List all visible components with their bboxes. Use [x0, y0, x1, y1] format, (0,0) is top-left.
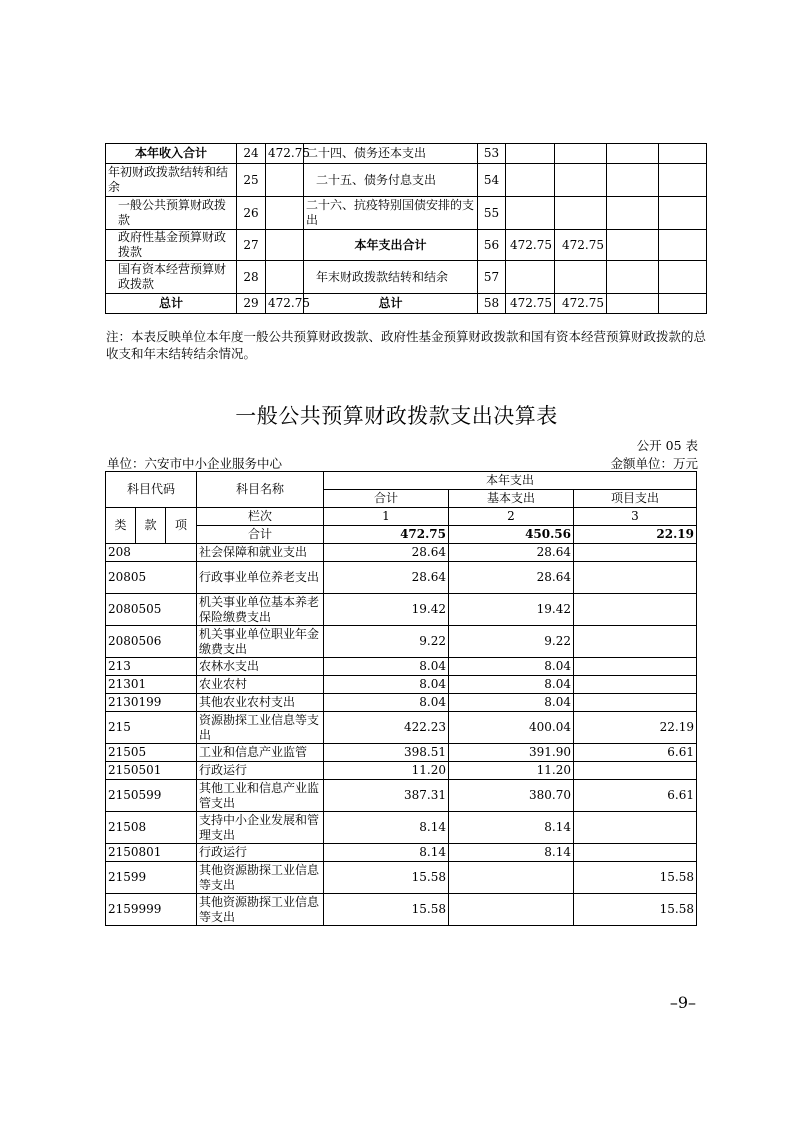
table-row — [106, 862, 697, 894]
project-cell: 15.58 — [574, 862, 697, 894]
subject-name: 行政事业单位养老支出 — [197, 562, 324, 594]
value-cell — [506, 197, 555, 230]
basic-cell: 28.64 — [449, 562, 574, 594]
subject-name: 社会保障和就业支出 — [197, 544, 324, 562]
table-row — [106, 712, 697, 744]
total-cell: 15.58 — [324, 862, 449, 894]
subject-code: 21508 — [106, 812, 197, 844]
table-row — [106, 812, 697, 844]
row-number: 24 — [237, 144, 266, 164]
subject-name: 其他资源勘探工业信息等支出 — [197, 894, 324, 926]
project-cell — [574, 694, 697, 712]
basic-cell: 400.04 — [449, 712, 574, 744]
column-number: 2 — [449, 508, 574, 526]
subject-name: 工业和信息产业监管 — [197, 744, 324, 762]
project-cell — [574, 626, 697, 658]
money-unit-label: 金额单位：万元 — [610, 456, 698, 471]
subject-code: 2159999 — [106, 894, 197, 926]
row-amount: 472.75 — [266, 144, 304, 164]
subject-name: 行政运行 — [197, 844, 324, 862]
project-cell — [574, 844, 697, 862]
total-cell: 422.23 — [324, 712, 449, 744]
expense-number: 57 — [478, 261, 506, 294]
subject-name: 支持中小企业发展和管理支出 — [197, 812, 324, 844]
row-label: 一般公共预算财政拨款 — [106, 197, 237, 230]
value-cell — [659, 294, 707, 314]
total-cell: 8.14 — [324, 844, 449, 862]
subject-code: 21505 — [106, 744, 197, 762]
table-row — [106, 894, 697, 926]
project-cell — [574, 658, 697, 676]
header-basic: 基本支出 — [449, 490, 574, 508]
expense-label: 二十四、债务还本支出 — [304, 144, 478, 164]
basic-cell — [449, 862, 574, 894]
value-cell: 472.75 — [555, 230, 607, 261]
subject-code: 2080505 — [106, 594, 197, 626]
value-cell — [607, 197, 659, 230]
page-title: 一般公共预算财政拨款支出决算表 — [235, 404, 558, 428]
header-code: 科目代码 — [106, 472, 197, 508]
subject-name: 机关事业单位基本养老保险缴费支出 — [197, 594, 324, 626]
project-cell — [574, 562, 697, 594]
total-cell: 15.58 — [324, 894, 449, 926]
basic-cell — [449, 894, 574, 926]
value-cell — [607, 294, 659, 314]
row-amount — [266, 230, 304, 261]
subject-code: 21301 — [106, 676, 197, 694]
basic-cell: 8.04 — [449, 694, 574, 712]
project-cell: 6.61 — [574, 744, 697, 762]
table-row — [106, 164, 707, 197]
table-row — [106, 780, 697, 812]
value-cell — [659, 144, 707, 164]
total-cell: 8.04 — [324, 694, 449, 712]
subject-code: 20805 — [106, 562, 197, 594]
table-row — [106, 676, 697, 694]
sum-project: 22.19 — [574, 526, 697, 544]
expense-label: 二十五、债务付息支出 — [304, 164, 478, 197]
row-amount: 472.75 — [266, 294, 304, 314]
basic-cell: 9.22 — [449, 626, 574, 658]
table-row — [106, 230, 707, 261]
value-cell — [659, 230, 707, 261]
page-number: –9– — [669, 993, 696, 1012]
basic-cell: 8.04 — [449, 676, 574, 694]
value-cell: 472.75 — [555, 294, 607, 314]
value-cell — [607, 144, 659, 164]
table-row — [106, 626, 697, 658]
table-row — [106, 562, 697, 594]
total-cell: 8.04 — [324, 658, 449, 676]
expense-number: 58 — [478, 294, 506, 314]
value-cell — [555, 164, 607, 197]
value-cell — [555, 261, 607, 294]
row-label: 国有资本经营预算财政拨款 — [106, 261, 237, 294]
value-cell — [506, 261, 555, 294]
row-amount — [266, 197, 304, 230]
basic-cell: 28.64 — [449, 544, 574, 562]
header-lanci: 栏次 — [197, 508, 324, 526]
subject-name: 其他农业农村支出 — [197, 694, 324, 712]
total-cell: 9.22 — [324, 626, 449, 658]
total-cell: 28.64 — [324, 562, 449, 594]
value-cell — [659, 261, 707, 294]
table-row — [106, 594, 697, 626]
subject-name: 机关事业单位职业年金缴费支出 — [197, 626, 324, 658]
header-row — [106, 472, 697, 490]
expense-label: 二十六、抗疫特别国债安排的支出 — [304, 197, 478, 230]
value-cell — [506, 144, 555, 164]
subject-code: 2150599 — [106, 780, 197, 812]
subject-name: 其他资源勘探工业信息等支出 — [197, 862, 324, 894]
header-row — [106, 508, 697, 526]
table-note: 注：本表反映单位本年度一般公共预算财政拨款、政府性基金预算财政拨款和国有资本经营预算财政拨款的总收支和年末结转结余情况。 — [106, 329, 707, 361]
row-label: 本年收入合计 — [106, 144, 237, 164]
subject-code: 2130199 — [106, 694, 197, 712]
basic-cell: 8.14 — [449, 844, 574, 862]
column-number: 3 — [574, 508, 697, 526]
value-cell: 472.75 — [506, 294, 555, 314]
subject-code: 21599 — [106, 862, 197, 894]
basic-cell: 380.70 — [449, 780, 574, 812]
expense-number: 56 — [478, 230, 506, 261]
value-cell — [607, 230, 659, 261]
row-number: 27 — [237, 230, 266, 261]
row-label: 总计 — [106, 294, 237, 314]
subject-name: 资源勘探工业信息等支出 — [197, 712, 324, 744]
total-cell: 398.51 — [324, 744, 449, 762]
total-cell: 387.31 — [324, 780, 449, 812]
expense-label: 总计 — [304, 294, 478, 314]
expenditure-table — [105, 471, 697, 926]
project-cell: 6.61 — [574, 780, 697, 812]
project-cell — [574, 544, 697, 562]
subject-name: 农林水支出 — [197, 658, 324, 676]
form-number: 公开 05 表 — [636, 438, 698, 453]
table-row — [106, 762, 697, 780]
unit-label: 单位：六安市中小企业服务中心 — [107, 456, 283, 471]
table-row — [106, 694, 697, 712]
subject-code: 2080506 — [106, 626, 197, 658]
project-cell: 22.19 — [574, 712, 697, 744]
expense-number: 53 — [478, 144, 506, 164]
subject-code: 2150501 — [106, 762, 197, 780]
basic-cell: 8.04 — [449, 658, 574, 676]
row-number: 26 — [237, 197, 266, 230]
table-row — [106, 197, 707, 230]
basic-cell: 11.20 — [449, 762, 574, 780]
expense-label: 年末财政拨款结转和结余 — [304, 261, 478, 294]
table-row-total — [106, 294, 707, 314]
row-label: 政府性基金预算财政拨款 — [106, 230, 237, 261]
header-kuan: 款 — [136, 508, 166, 544]
income-expense-summary-table — [105, 143, 707, 314]
value-cell — [555, 197, 607, 230]
value-cell — [659, 197, 707, 230]
header-total: 合计 — [324, 490, 449, 508]
total-cell: 19.42 — [324, 594, 449, 626]
subject-code: 2150801 — [106, 844, 197, 862]
subject-code: 213 — [106, 658, 197, 676]
table-row — [106, 744, 697, 762]
project-cell — [574, 812, 697, 844]
basic-cell: 391.90 — [449, 744, 574, 762]
basic-cell: 19.42 — [449, 594, 574, 626]
value-cell — [607, 164, 659, 197]
table-row — [106, 544, 697, 562]
project-cell: 15.58 — [574, 894, 697, 926]
subject-name: 农业农村 — [197, 676, 324, 694]
value-cell: 472.75 — [506, 230, 555, 261]
row-number: 28 — [237, 261, 266, 294]
table-row — [106, 844, 697, 862]
value-cell — [506, 164, 555, 197]
value-cell — [555, 144, 607, 164]
table-row — [106, 144, 707, 164]
row-number: 29 — [237, 294, 266, 314]
expense-number: 54 — [478, 164, 506, 197]
subject-name: 行政运行 — [197, 762, 324, 780]
row-label: 年初财政拨款结转和结余 — [106, 164, 237, 197]
row-amount — [266, 164, 304, 197]
sum-label: 合计 — [197, 526, 324, 544]
expense-label: 本年支出合计 — [304, 230, 478, 261]
header-this-year: 本年支出 — [324, 472, 697, 490]
basic-cell: 8.14 — [449, 812, 574, 844]
subject-code: 215 — [106, 712, 197, 744]
total-cell: 28.64 — [324, 544, 449, 562]
subject-code: 208 — [106, 544, 197, 562]
expense-number: 55 — [478, 197, 506, 230]
project-cell — [574, 762, 697, 780]
value-cell — [607, 261, 659, 294]
subject-name: 其他工业和信息产业监管支出 — [197, 780, 324, 812]
table-row — [106, 261, 707, 294]
project-cell — [574, 676, 697, 694]
project-cell — [574, 594, 697, 626]
value-cell — [659, 164, 707, 197]
total-cell: 8.04 — [324, 676, 449, 694]
header-lei: 类 — [106, 508, 136, 544]
total-cell: 11.20 — [324, 762, 449, 780]
sum-basic: 450.56 — [449, 526, 574, 544]
header-xiang: 项 — [166, 508, 197, 544]
sum-total: 472.75 — [324, 526, 449, 544]
total-cell: 8.14 — [324, 812, 449, 844]
table-row — [106, 658, 697, 676]
row-amount — [266, 261, 304, 294]
row-number: 25 — [237, 164, 266, 197]
column-number: 1 — [324, 508, 449, 526]
header-project: 项目支出 — [574, 490, 697, 508]
header-name: 科目名称 — [197, 472, 324, 508]
